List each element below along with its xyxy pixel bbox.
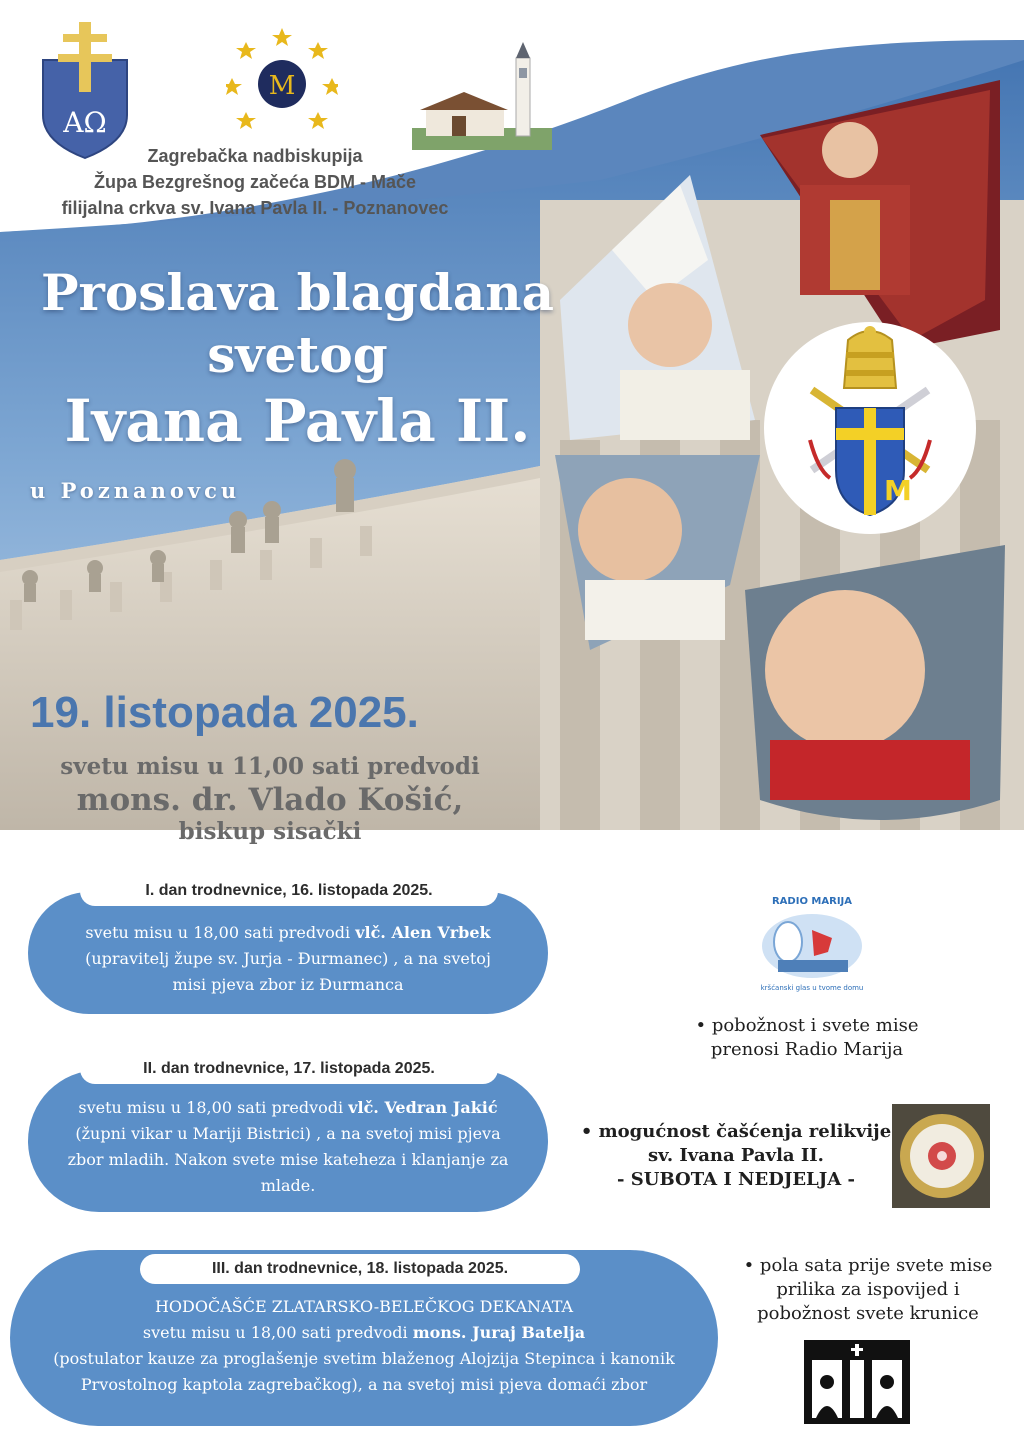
day-1-prefix: svetu misu u 18,00 sati predvodi (85, 923, 356, 942)
main-mass-info (40, 752, 500, 846)
parish-name: Župa Bezgrešnog začeća BDM - Mače (93, 172, 417, 192)
day-3-heading: III. dan trodnevnice, 18. listopada 2025. (140, 1254, 580, 1284)
mass-time-line: svetu misu u 11,00 sati predvodi (60, 753, 480, 780)
relic-note-line-3: - SUBOTA I NEDJELJA - (617, 1169, 855, 1190)
day-3-details: (postulator kauze za proglašenje svetim blaženog Alojzija Stepinca i kanonik Prvostolnog kaptola zagrebačkog), a na svetoj misi pjeva domaći zbor (53, 1349, 675, 1394)
event-subtitle: u Poznanovcu (30, 478, 241, 503)
day-2-heading: II. dan trodnevnice, 17. listopada 2025. (80, 1054, 498, 1084)
svg-text:RADIO MARIJA: RADIO MARIJA (771, 896, 853, 907)
day-1-priest: vlč. Alen Vrbek (355, 923, 491, 942)
svg-text:M: M (884, 474, 912, 507)
day-3-prefix: svetu misu u 18,00 sati predvodi (142, 1323, 413, 1342)
church-illustration-icon (412, 40, 552, 150)
day-1-card (28, 892, 548, 1014)
confession-note: • pola sata prije svete mise prilika za ispovijed i pobožnost svete krunice (743, 1255, 993, 1324)
svg-text:kršćanski glas u tvome domu: kršćanski glas u tvome domu (760, 984, 864, 992)
day-3-pilgrimage: HODOČAŠĆE ZLATARSKO-BELEČKOG DEKANATA (154, 1297, 574, 1316)
radio-marija-logo-icon (752, 890, 872, 1000)
day-2-card (28, 1070, 548, 1212)
relic-note (566, 1120, 906, 1192)
organization-header (10, 143, 500, 221)
title-line-3: Ivana Pavla II. (64, 387, 531, 455)
day-2-details: (župni vikar u Mariji Bistrici) , a na svetoj misi pjeva zbor mladih. Nakon svete mise kateheza i klanjanje za mlade. (67, 1124, 509, 1195)
relic-reliquary-icon (892, 1104, 990, 1208)
svg-text:M: M (268, 71, 296, 101)
event-date: 19. listopada 2025. (30, 688, 419, 737)
relic-note-line-2: sv. Ivana Pavla II. (648, 1145, 824, 1166)
day-3-priest: mons. Juraj Batelja (412, 1323, 586, 1342)
radio-broadcast-note: • pobožnost i svete mise prenosi Radio Marija (695, 1015, 919, 1060)
celebrant-title: biskup sisački (178, 818, 362, 845)
alpha-omega-shield-icon (38, 20, 132, 160)
day-1-heading: I. dan trodnevnice, 16. listopada 2025. (80, 876, 498, 906)
day-2-prefix: svetu misu u 18,00 sati predvodi (78, 1098, 349, 1117)
day-1-details: (upravitelj župe sv. Jurja - Đurmanec) , a na svetoj misi pjeva zbor iz Đurmanca (85, 949, 491, 994)
title-line-2: svetog (207, 325, 388, 384)
relic-note-line-1: • mogućnost čašćenja relikvije (580, 1121, 892, 1142)
day-2-priest: vlč. Vedran Jakić (348, 1098, 498, 1117)
archdiocese-name: Zagrebačka nadbiskupija (147, 146, 363, 166)
event-title (0, 262, 595, 456)
filial-church-name: filijalna crkva sv. Ivana Pavla II. - Poznanovec (61, 198, 449, 218)
confessional-icon (804, 1340, 910, 1424)
parish-seal-icon (226, 26, 338, 138)
celebrant-name: mons. dr. Vlado Košić, (76, 782, 464, 818)
svg-text:ΑΩ: ΑΩ (63, 106, 107, 139)
title-line-1: Proslava blagdana (40, 263, 555, 322)
